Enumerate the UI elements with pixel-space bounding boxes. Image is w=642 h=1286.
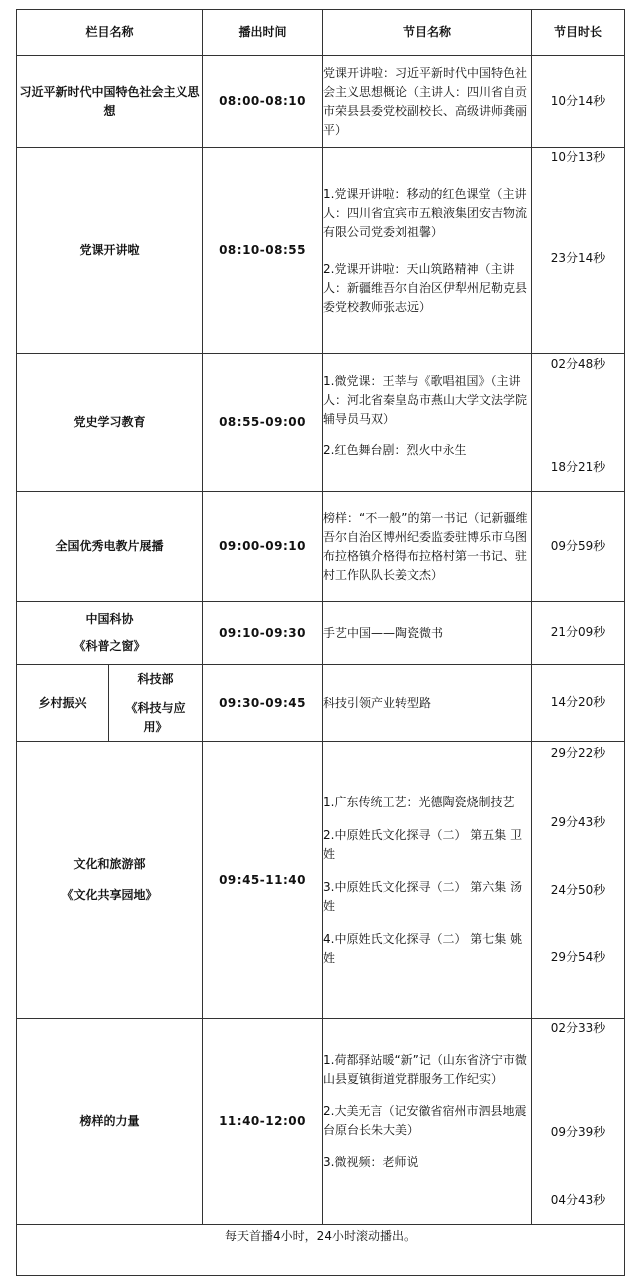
air-time-cell: 09:00-09:10 [203,492,323,602]
table-row [17,354,625,492]
column-name-line: 文化和旅游部 [73,857,146,871]
duration-item: 09分59秒 [550,539,606,553]
header-column-name: 栏目名称 [17,10,203,56]
program-item: 党课开讲啦：习近平新时代中国特色社会主义思想概论（主讲人：四川省自贡市荣县县委党校副校长、高级讲师龚丽平） [323,65,528,137]
program-item: 4.中原姓氏文化探寻（二） 第七集 姚姓 [323,931,523,965]
duration-item: 29分22秒 [550,746,606,760]
table-row [17,492,625,602]
duration-item: 23分14秒 [550,251,606,265]
duration-cell [532,492,625,602]
program-cell [323,1019,532,1225]
table-row [17,742,625,1019]
program-item: 1.微党课：王莘与《歌唱祖国》（主讲人：河北省秦皇岛市燕山大学文法学院辅导员马双） [323,373,528,426]
duration-cell [532,665,625,742]
duration-item: 09分39秒 [550,1125,606,1139]
column-name-cell [17,742,203,1019]
table-row [17,665,625,742]
sub-column-cell [109,665,203,742]
air-time-cell: 11:40-12:00 [203,1019,323,1225]
table-row [17,56,625,148]
column-name-line: 《科普之窗》 [73,639,146,653]
program-item: 3.中原姓氏文化探寻（二） 第六集 汤姓 [323,879,523,913]
program-item: 2.红色舞台剧：烈火中永生 [323,442,467,457]
table-row [17,148,625,354]
program-cell [323,665,532,742]
duration-item: 29分43秒 [550,815,606,829]
duration-cell [532,1019,625,1225]
table-row [17,602,625,665]
program-item: 2.党课开讲啦：天山筑路精神（主讲人：新疆维吾尔自治区伊犁州尼勒克县委党校教师张志远） [323,261,528,314]
duration-cell [532,354,625,492]
duration-item: 04分43秒 [550,1193,606,1207]
sub-column-line: 科技部 [137,671,174,686]
duration-item: 10分14秒 [550,94,606,108]
program-item: 手艺中国——陶瓷微书 [323,625,444,640]
duration-cell [532,742,625,1019]
air-time-cell: 09:30-09:45 [203,665,323,742]
column-name-cell: 全国优秀电教片展播 [17,492,203,602]
column-name-line: 中国科协 [85,612,134,626]
schedule-table [16,9,625,1276]
program-item: 1.荷都驿站暖“新”记（山东省济宁市微山县夏镇街道党群服务工作纪实） [323,1053,527,1086]
header-duration: 节目时长 [532,10,625,56]
air-time-cell: 09:45-11:40 [203,742,323,1019]
program-item: 1.广东传统工艺：光德陶瓷烧制技艺 [323,794,515,809]
program-item: 3.微视频：老师说 [323,1155,419,1169]
header-program-name: 节目名称 [323,10,532,56]
duration-item: 02分48秒 [550,357,606,371]
column-name-cell: 习近平新时代中国特色社会主义思想 [17,56,203,148]
duration-item: 18分21秒 [550,460,606,474]
air-time-cell: 08:00-08:10 [203,56,323,148]
duration-item: 29分54秒 [550,950,606,964]
column-name-cell [17,602,203,665]
program-item: 2.大美无言（记安徽省宿州市泗县地震台原台长朱大美） [323,1104,527,1137]
column-name-line: 《文化共享园地》 [61,888,158,902]
duration-cell [532,56,625,148]
duration-cell [532,148,625,354]
column-name-cell: 党课开讲啦 [17,148,203,354]
footer-row [17,1225,625,1276]
table-row [17,1019,625,1225]
program-cell [323,492,532,602]
duration-item: 14分20秒 [550,695,606,709]
header-row [17,10,625,56]
column-name-cell: 榜样的力量 [17,1019,203,1225]
duration-cell [532,602,625,665]
air-time-cell: 08:55-09:00 [203,354,323,492]
program-item: 1.党课开讲啦：移动的红色课堂（主讲人：四川省宜宾市五粮液集团安吉物流有限公司党委刘祖馨） [323,186,528,239]
program-item: 榜样：“不一般”的第一书记（记新疆维吾尔自治区博州纪委监委驻博乐市乌图布拉格镇介格得布拉格村第一书记、驻村工作队队长姜文杰） [323,510,528,582]
column-name-cell: 党史学习教育 [17,354,203,492]
header-air-time: 播出时间 [203,10,323,56]
duration-item: 21分09秒 [550,625,606,639]
program-cell [323,742,532,1019]
program-item: 科技引领产业转型路 [323,695,432,710]
program-cell [323,148,532,354]
duration-item: 10分13秒 [550,150,606,164]
program-cell [323,354,532,492]
column-name-cell: 乡村振兴 [17,665,109,742]
duration-item: 02分33秒 [550,1021,606,1035]
program-cell [323,602,532,665]
footer-note: 每天首播4小时，24小时滚动播出。 [17,1225,625,1276]
program-cell [323,56,532,148]
duration-item: 24分50秒 [550,883,606,897]
air-time-cell: 08:10-08:55 [203,148,323,354]
air-time-cell: 09:10-09:30 [203,602,323,665]
sub-column-line: 《科技与应用》 [125,700,186,734]
program-item: 2.中原姓氏文化探寻（二） 第五集 卫姓 [323,827,523,861]
